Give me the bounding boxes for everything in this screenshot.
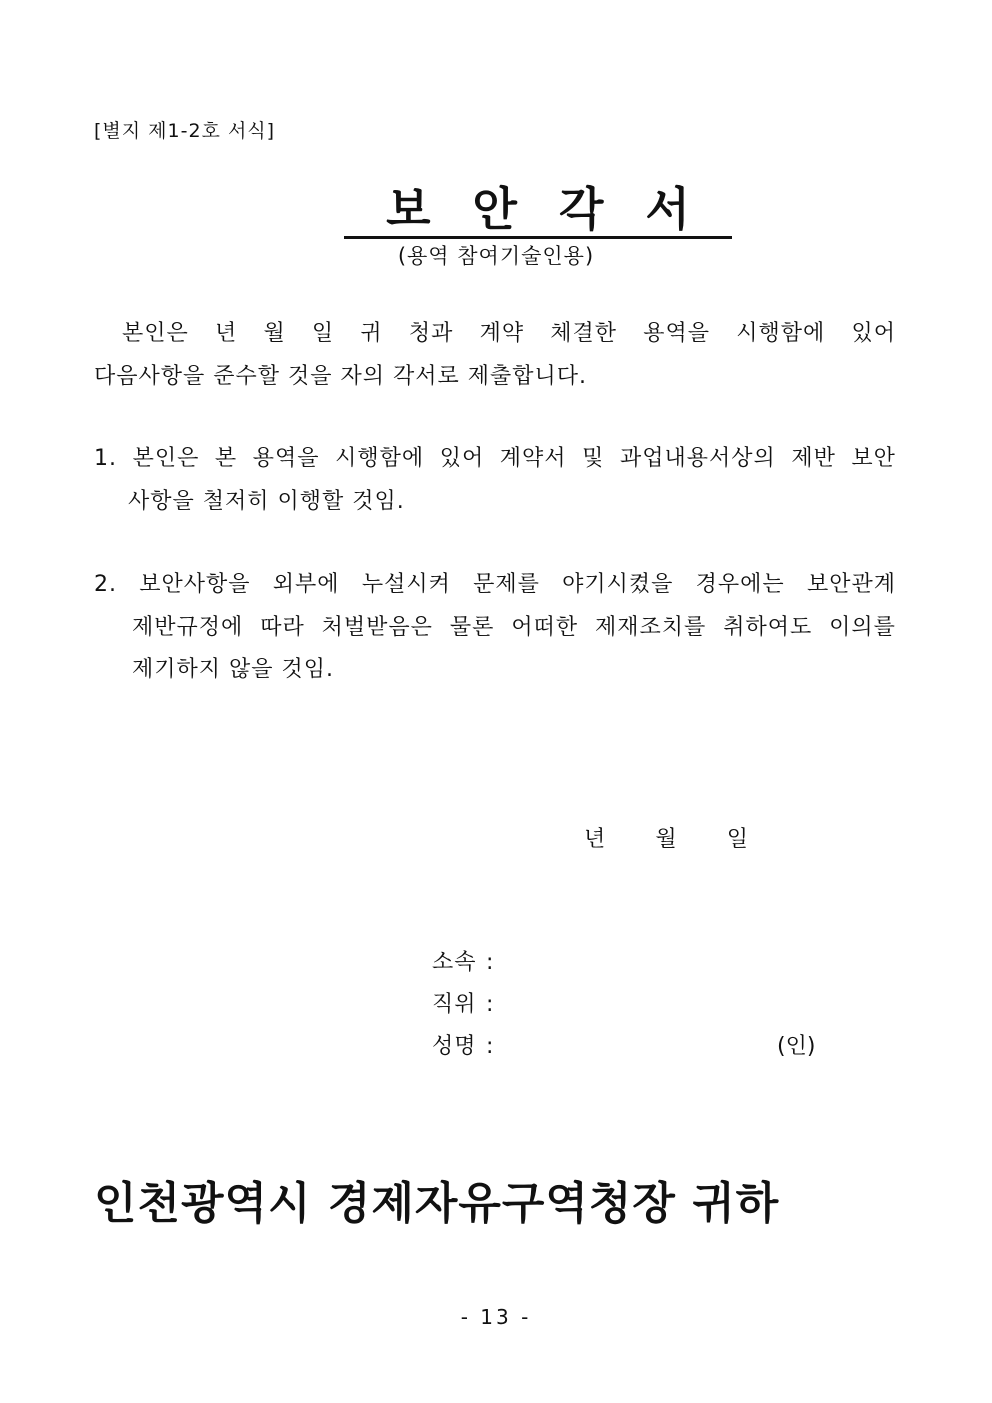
item-word: 보안 xyxy=(851,446,896,471)
item-2-line-1 xyxy=(94,563,896,606)
item-word: 경우에는 xyxy=(695,572,785,597)
item-word: 보안사항을 xyxy=(139,572,251,597)
item-word: 시행함에 xyxy=(335,446,425,471)
document-title xyxy=(0,182,992,239)
item-word: 외부에 xyxy=(272,572,340,597)
item-1-line-2: 사항을 철저히 이행할 것임. xyxy=(128,489,405,514)
item-2-line-3: 제기하지 않을 것임. xyxy=(132,657,334,682)
item-1-line-1 xyxy=(94,437,896,480)
intro-word: 년 xyxy=(214,321,238,346)
affiliation-colon: : xyxy=(486,950,495,975)
intro-word: 계약 xyxy=(479,321,525,346)
intro-paragraph-line-1 xyxy=(94,312,896,355)
position-colon: : xyxy=(486,992,495,1017)
page-number: - 13 - xyxy=(460,1305,532,1329)
intro-word: 시행함에 xyxy=(736,321,826,346)
item-word: 2. xyxy=(94,572,117,597)
item-word: 보안관계 xyxy=(806,572,896,597)
item-word: 본 xyxy=(214,446,238,471)
form-number-label: [별지 제1-2호 서식] xyxy=(94,120,276,142)
affiliation-label: 소속 xyxy=(432,950,477,975)
addressee: 인천광역시 경제자유구역청장 귀하 xyxy=(94,1178,780,1229)
item-word: 따라 xyxy=(260,615,305,640)
item-word: 과업내용서상의 xyxy=(619,446,776,471)
position-label: 직위 xyxy=(432,992,477,1017)
item-word: 제반 xyxy=(791,446,836,471)
item-word: 및 xyxy=(582,446,605,471)
intro-word: 본인은 xyxy=(122,321,189,346)
item-word: 이의를 xyxy=(829,615,896,640)
seal-mark: (인) xyxy=(777,1034,816,1059)
item-word: 취하여도 xyxy=(723,615,813,640)
intro-word: 용역을 xyxy=(643,321,711,346)
intro-word: 있어 xyxy=(851,321,896,346)
item-word: 처벌받음은 xyxy=(321,615,433,640)
intro-word: 일 xyxy=(311,321,335,346)
intro-word: 귀 xyxy=(360,321,383,346)
item-2-line-2 xyxy=(132,606,896,649)
intro-word: 월 xyxy=(263,321,286,346)
item-word: 어떠한 xyxy=(511,615,579,640)
item-word: 제반규정에 xyxy=(132,615,244,640)
item-word: 문제를 xyxy=(473,572,540,597)
date-day: 일 xyxy=(726,827,748,852)
item-word: 야기시켰을 xyxy=(562,572,674,597)
signature-name-row xyxy=(432,1025,494,1068)
intro-word: 체결한 xyxy=(550,321,618,346)
intro-word: 청과 xyxy=(408,321,454,346)
item-word: 제재조치를 xyxy=(595,615,707,640)
date-month: 월 xyxy=(655,827,677,852)
item-word: 누설시켜 xyxy=(361,572,451,597)
date-line xyxy=(584,818,748,861)
item-word: 용역을 xyxy=(252,446,320,471)
date-year: 년 xyxy=(584,827,606,852)
item-word: 1. xyxy=(94,446,117,471)
document-subtitle: (용역 참여기술인용) xyxy=(397,244,595,268)
item-word: 본인은 xyxy=(132,446,200,471)
item-word: 계약서 xyxy=(499,446,567,471)
signature-affiliation-row xyxy=(432,941,494,984)
item-word: 물론 xyxy=(449,615,495,640)
name-colon: : xyxy=(486,1034,495,1059)
document-title-text: 보안각서 xyxy=(344,184,732,239)
signature-position-row xyxy=(432,983,494,1026)
item-word: 있어 xyxy=(439,446,485,471)
name-label: 성명 xyxy=(432,1034,477,1059)
intro-paragraph-line-2: 다음사항을 준수할 것을 자의 각서로 제출합니다. xyxy=(94,364,588,389)
